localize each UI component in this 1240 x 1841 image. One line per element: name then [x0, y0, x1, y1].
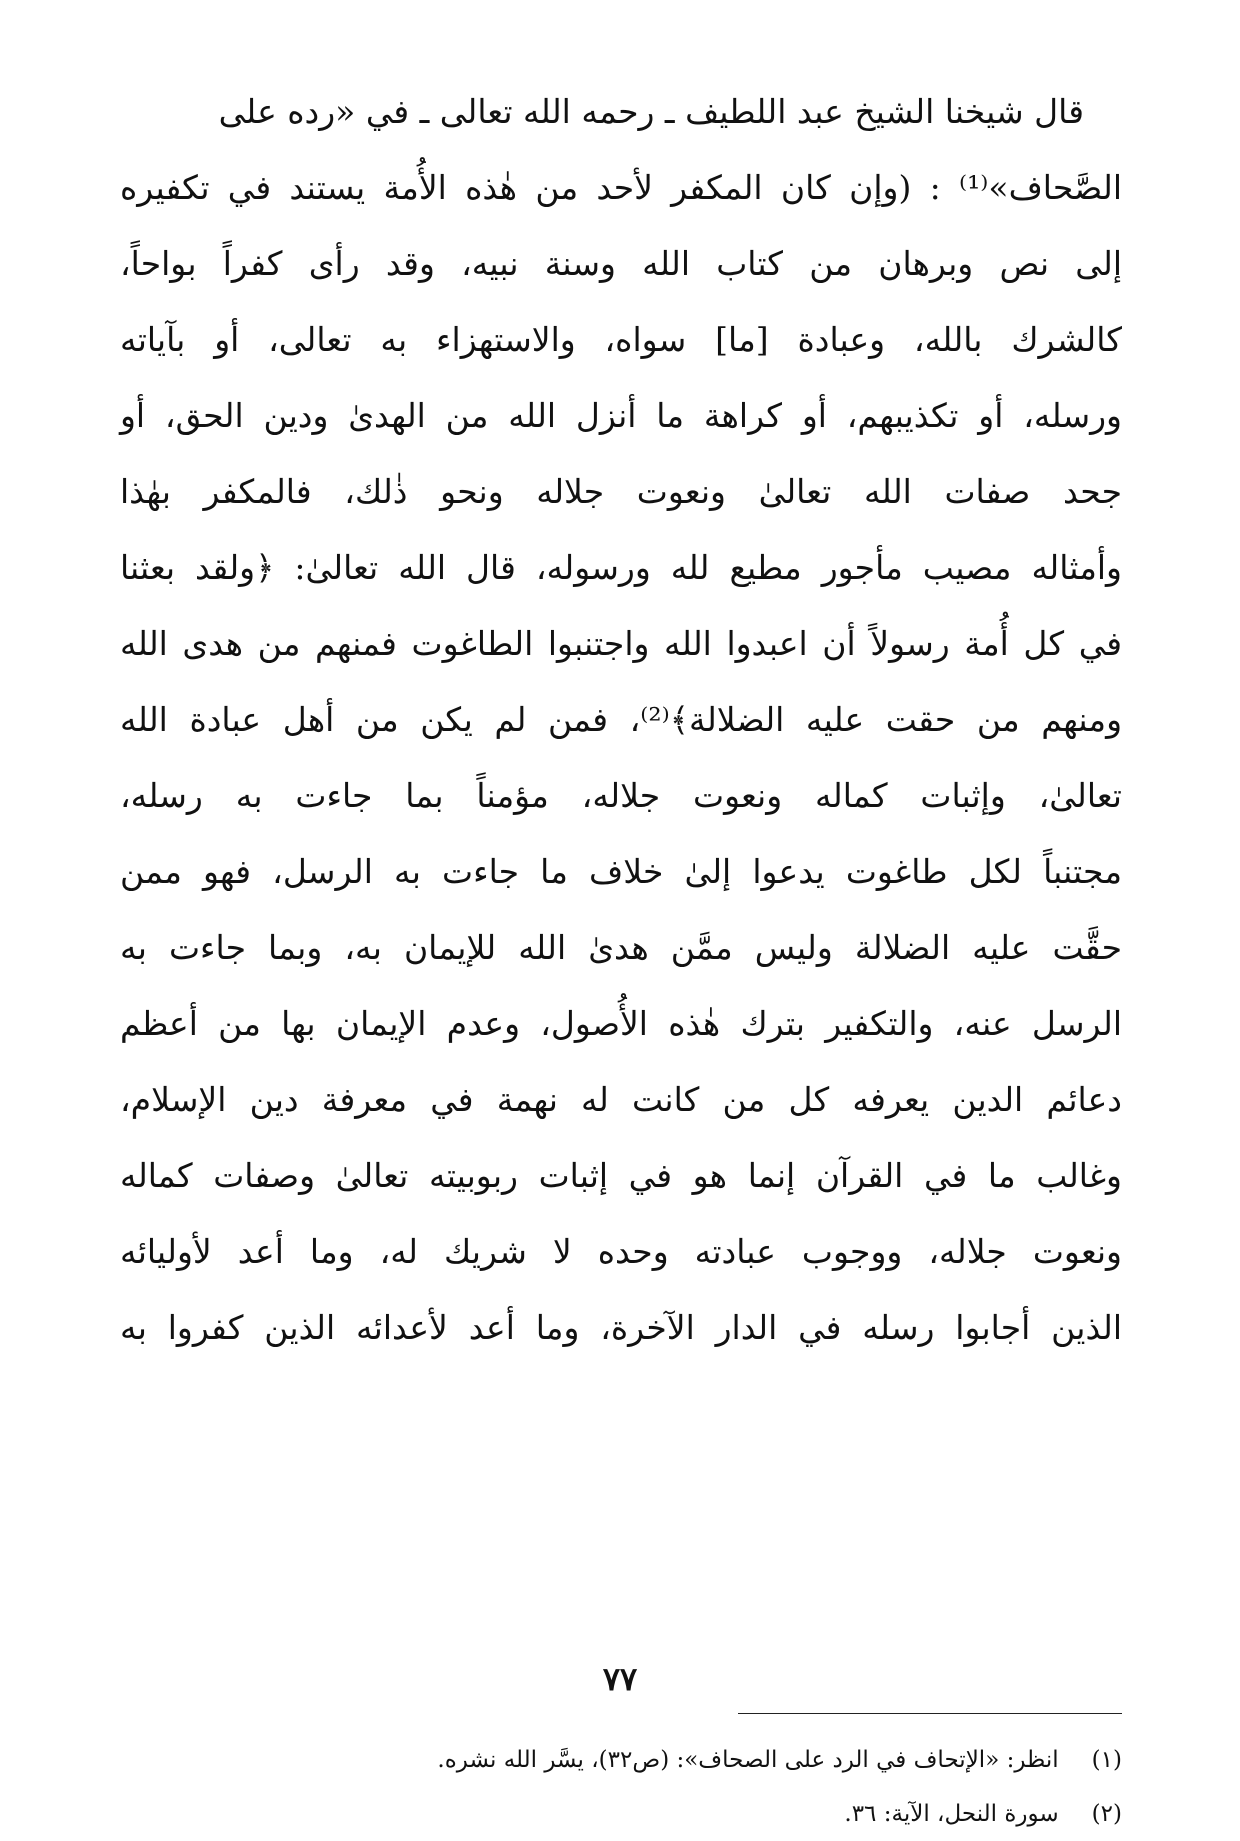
footnote-number: (١)	[1091, 1747, 1122, 1773]
body-line: إلى نص وبرهان من كتاب الله وسنة نبيه، وقد رأى كفراً بواحاً،	[120, 244, 1122, 283]
footnote	[120, 1733, 1122, 1787]
body-line: تعالىٰ، وإثبات كماله ونعوت جلاله، مؤمناً بما جاءت به رسله،	[120, 776, 1122, 815]
footnote-text: سورة النحل، الآية: ٣٦.	[844, 1801, 1059, 1827]
body-line: دعائم الدين يعرفه كل من كانت له نهمة في معرفة دين الإسلام،	[120, 1080, 1122, 1119]
body-line: مجتنباً لكل طاغوت يدعوا إلىٰ خلاف ما جاءت به الرسل، فهو ممن	[120, 852, 1122, 891]
body-line: الرسل عنه، والتكفير بترك هٰذه الأُصول، وعدم الإيمان بها من أعظم	[120, 1004, 1122, 1043]
body-line: وأمثاله مصيب مأجور مطيع لله ورسوله، قال الله تعالىٰ: ﴿ولقد بعثنا	[120, 548, 1122, 587]
body-line: حقَّت عليه الضلالة وليس ممَّن هدىٰ الله للإيمان به، وبما جاءت به	[120, 928, 1122, 967]
footnote	[120, 1787, 1122, 1841]
footnote-number: (٢)	[1091, 1801, 1122, 1827]
footnote-separator	[738, 1713, 1122, 1714]
body-line: في كل أُمة رسولاً أن اعبدوا الله واجتنبوا الطاغوت فمنهم من هدى الله	[120, 624, 1122, 663]
body-line: الذين أجابوا رسله في الدار الآخرة، وما أعد لأعدائه الذين كفروا به	[120, 1308, 1122, 1347]
body-line: ونعوت جلاله، ووجوب عبادته وحده لا شريك له، وما أعد لأوليائه	[120, 1232, 1122, 1271]
body-line: كالشرك بالله، وعبادة [ما] سواه، والاستهزاء به تعالى، أو بآياته	[120, 320, 1122, 359]
footnotes	[120, 1733, 1122, 1841]
body-line: ومنهم من حقت عليه الضلالة﴾⁽²⁾، فمن لم يكن من أهل عبادة الله	[120, 700, 1123, 739]
body-line: الصَّحاف»⁽¹⁾ : (وإن كان المكفر لأحد من هٰذه الأُمة يستند في تكفيره	[120, 168, 1122, 207]
body-line: ورسله، أو تكذيبهم، أو كراهة ما أنزل الله من الهدىٰ ودين الحق، أو	[120, 396, 1122, 435]
body-text	[120, 74, 1122, 1366]
body-line: جحد صفات الله تعالىٰ ونعوت جلاله ونحو ذٰلك، فالمكفر بهٰذا	[120, 472, 1122, 511]
body-line: قال شيخنا الشيخ عبد اللطيف ـ رحمه الله تعالى ـ في «رده على	[218, 92, 1084, 131]
page-number: ٧٧	[602, 1660, 638, 1698]
footnote-text: انظر: «الإتحاف في الرد على الصحاف»: (ص٣٢)، يسَّر الله نشره.	[437, 1747, 1059, 1773]
body-line: وغالب ما في القرآن إنما هو في إثبات ربوبيته تعالىٰ وصفات كماله	[120, 1156, 1122, 1195]
